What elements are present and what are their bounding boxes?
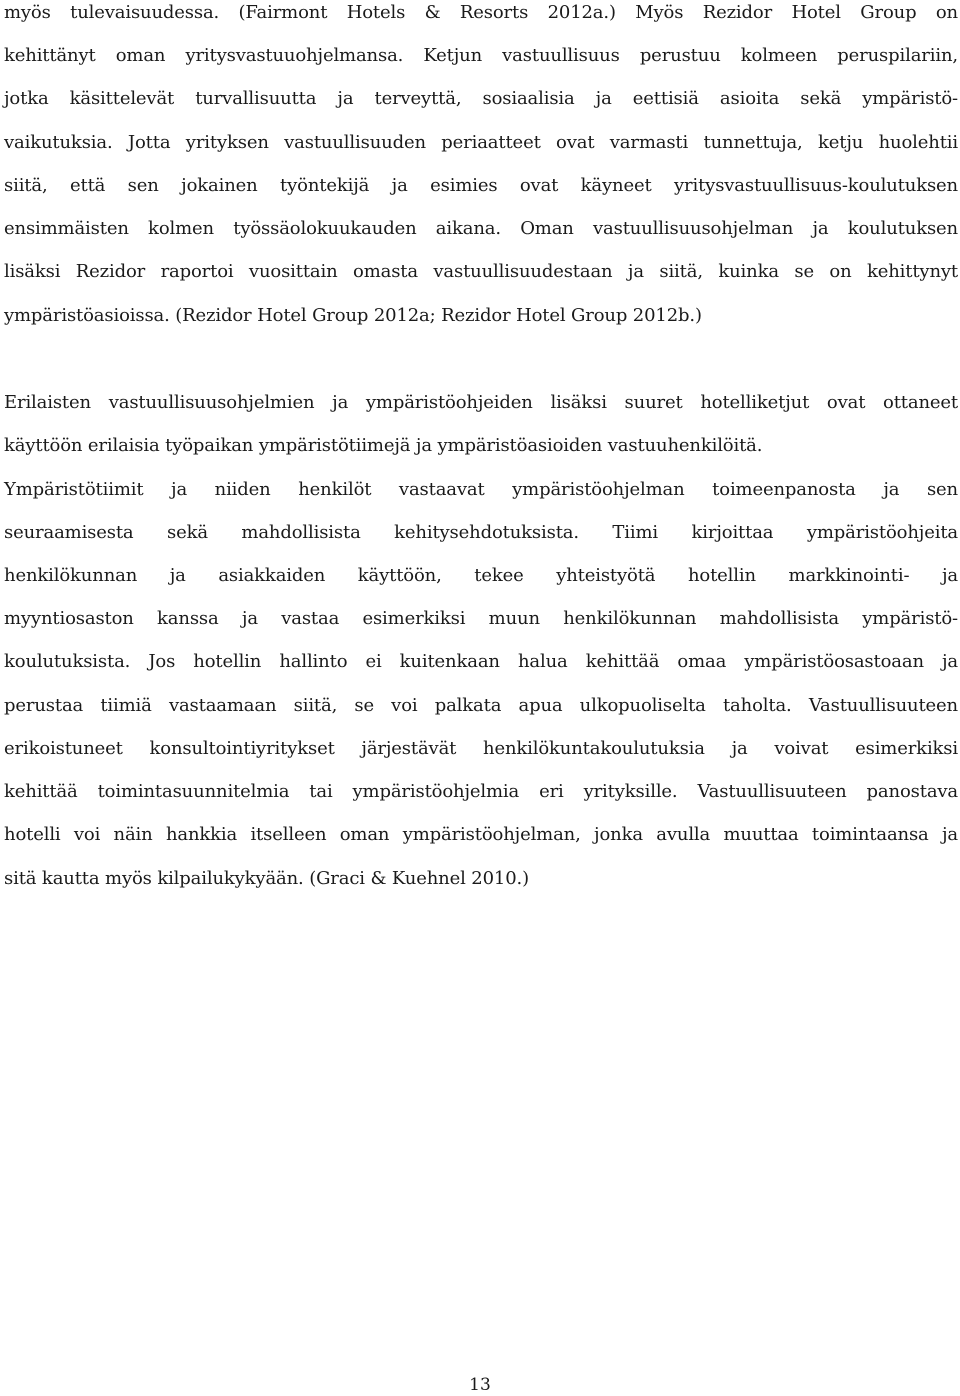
text-line: ympäristöasioissa. (Rezidor Hotel Group 2012a; Rezidor Hotel Group 2012b.)	[4, 305, 702, 326]
text-line: hotelli voi näin hankkia itselleen oman ympäristöohjelman, jonka avulla muuttaa toimintaansa ja	[4, 824, 958, 845]
text-line: erikoistuneet konsultointiyritykset järjestävät henkilökuntakoulutuksia ja voivat esimerkiksi	[4, 738, 958, 759]
text-line: jotka käsittelevät turvallisuutta ja terveyttä, sosiaalisia ja eettisiä asioita sekä ympäristö-	[4, 88, 958, 109]
text-line: siitä, että sen jokainen työntekijä ja esimies ovat käyneet yritysvastuullisuus-koulutuksen	[4, 175, 958, 196]
page-number: 13	[469, 1375, 491, 1395]
text-line: lisäksi Rezidor raportoi vuosittain omasta vastuullisuudestaan ja siitä, kuinka se on kehittynyt	[4, 261, 958, 282]
text-line: perustaa tiimiä vastaamaan siitä, se voi palkata apua ulkopuoliselta taholta. Vastuullisuuteen	[4, 695, 958, 716]
text-line: ensimmäisten kolmen työssäolokuukauden aikana. Oman vastuullisuusohjelman ja koulutuksen	[4, 218, 958, 239]
text-line: myös tulevaisuudessa. (Fairmont Hotels & Resorts 2012a.) Myös Rezidor Hotel Group on	[4, 2, 958, 23]
text-line: käyttöön erilaisia työpaikan ympäristötiimejä ja ympäristöasioiden vastuuhenkilöitä.	[4, 435, 763, 456]
text-line: sitä kautta myös kilpailukykyään. (Graci & Kuehnel 2010.)	[4, 868, 529, 889]
text-line: kehittänyt oman yritysvastuuohjelmansa. Ketjun vastuullisuus perustuu kolmeen peruspilariin,	[4, 45, 958, 66]
text-line: henkilökunnan ja asiakkaiden käyttöön, tekee yhteistyötä hotellin markkinointi- ja	[4, 565, 958, 586]
text-line: kehittää toimintasuunnitelmia tai ympäristöohjelmia eri yrityksille. Vastuullisuuteen panostava	[4, 781, 958, 802]
text-line: koulutuksista. Jos hotellin hallinto ei kuitenkaan halua kehittää omaa ympäristöosastoaan ja	[4, 651, 958, 672]
text-line: vaikutuksia. Jotta yrityksen vastuullisuuden periaatteet ovat varmasti tunnettuja, ketju huolehtii	[4, 132, 958, 153]
text-line: Ympäristötiimit ja niiden henkilöt vastaavat ympäristöohjelman toimeenpanosta ja sen	[4, 479, 958, 500]
text-line: seuraamisesta sekä mahdollisista kehitysehdotuksista. Tiimi kirjoittaa ympäristöohjeita	[4, 522, 958, 543]
text-line: myyntiosaston kanssa ja vastaa esimerkiksi muun henkilökunnan mahdollisista ympäristö-	[4, 608, 958, 629]
text-line: Erilaisten vastuullisuusohjelmien ja ympäristöohjeiden lisäksi suuret hotelliketjut ovat ottaneet	[4, 392, 958, 413]
